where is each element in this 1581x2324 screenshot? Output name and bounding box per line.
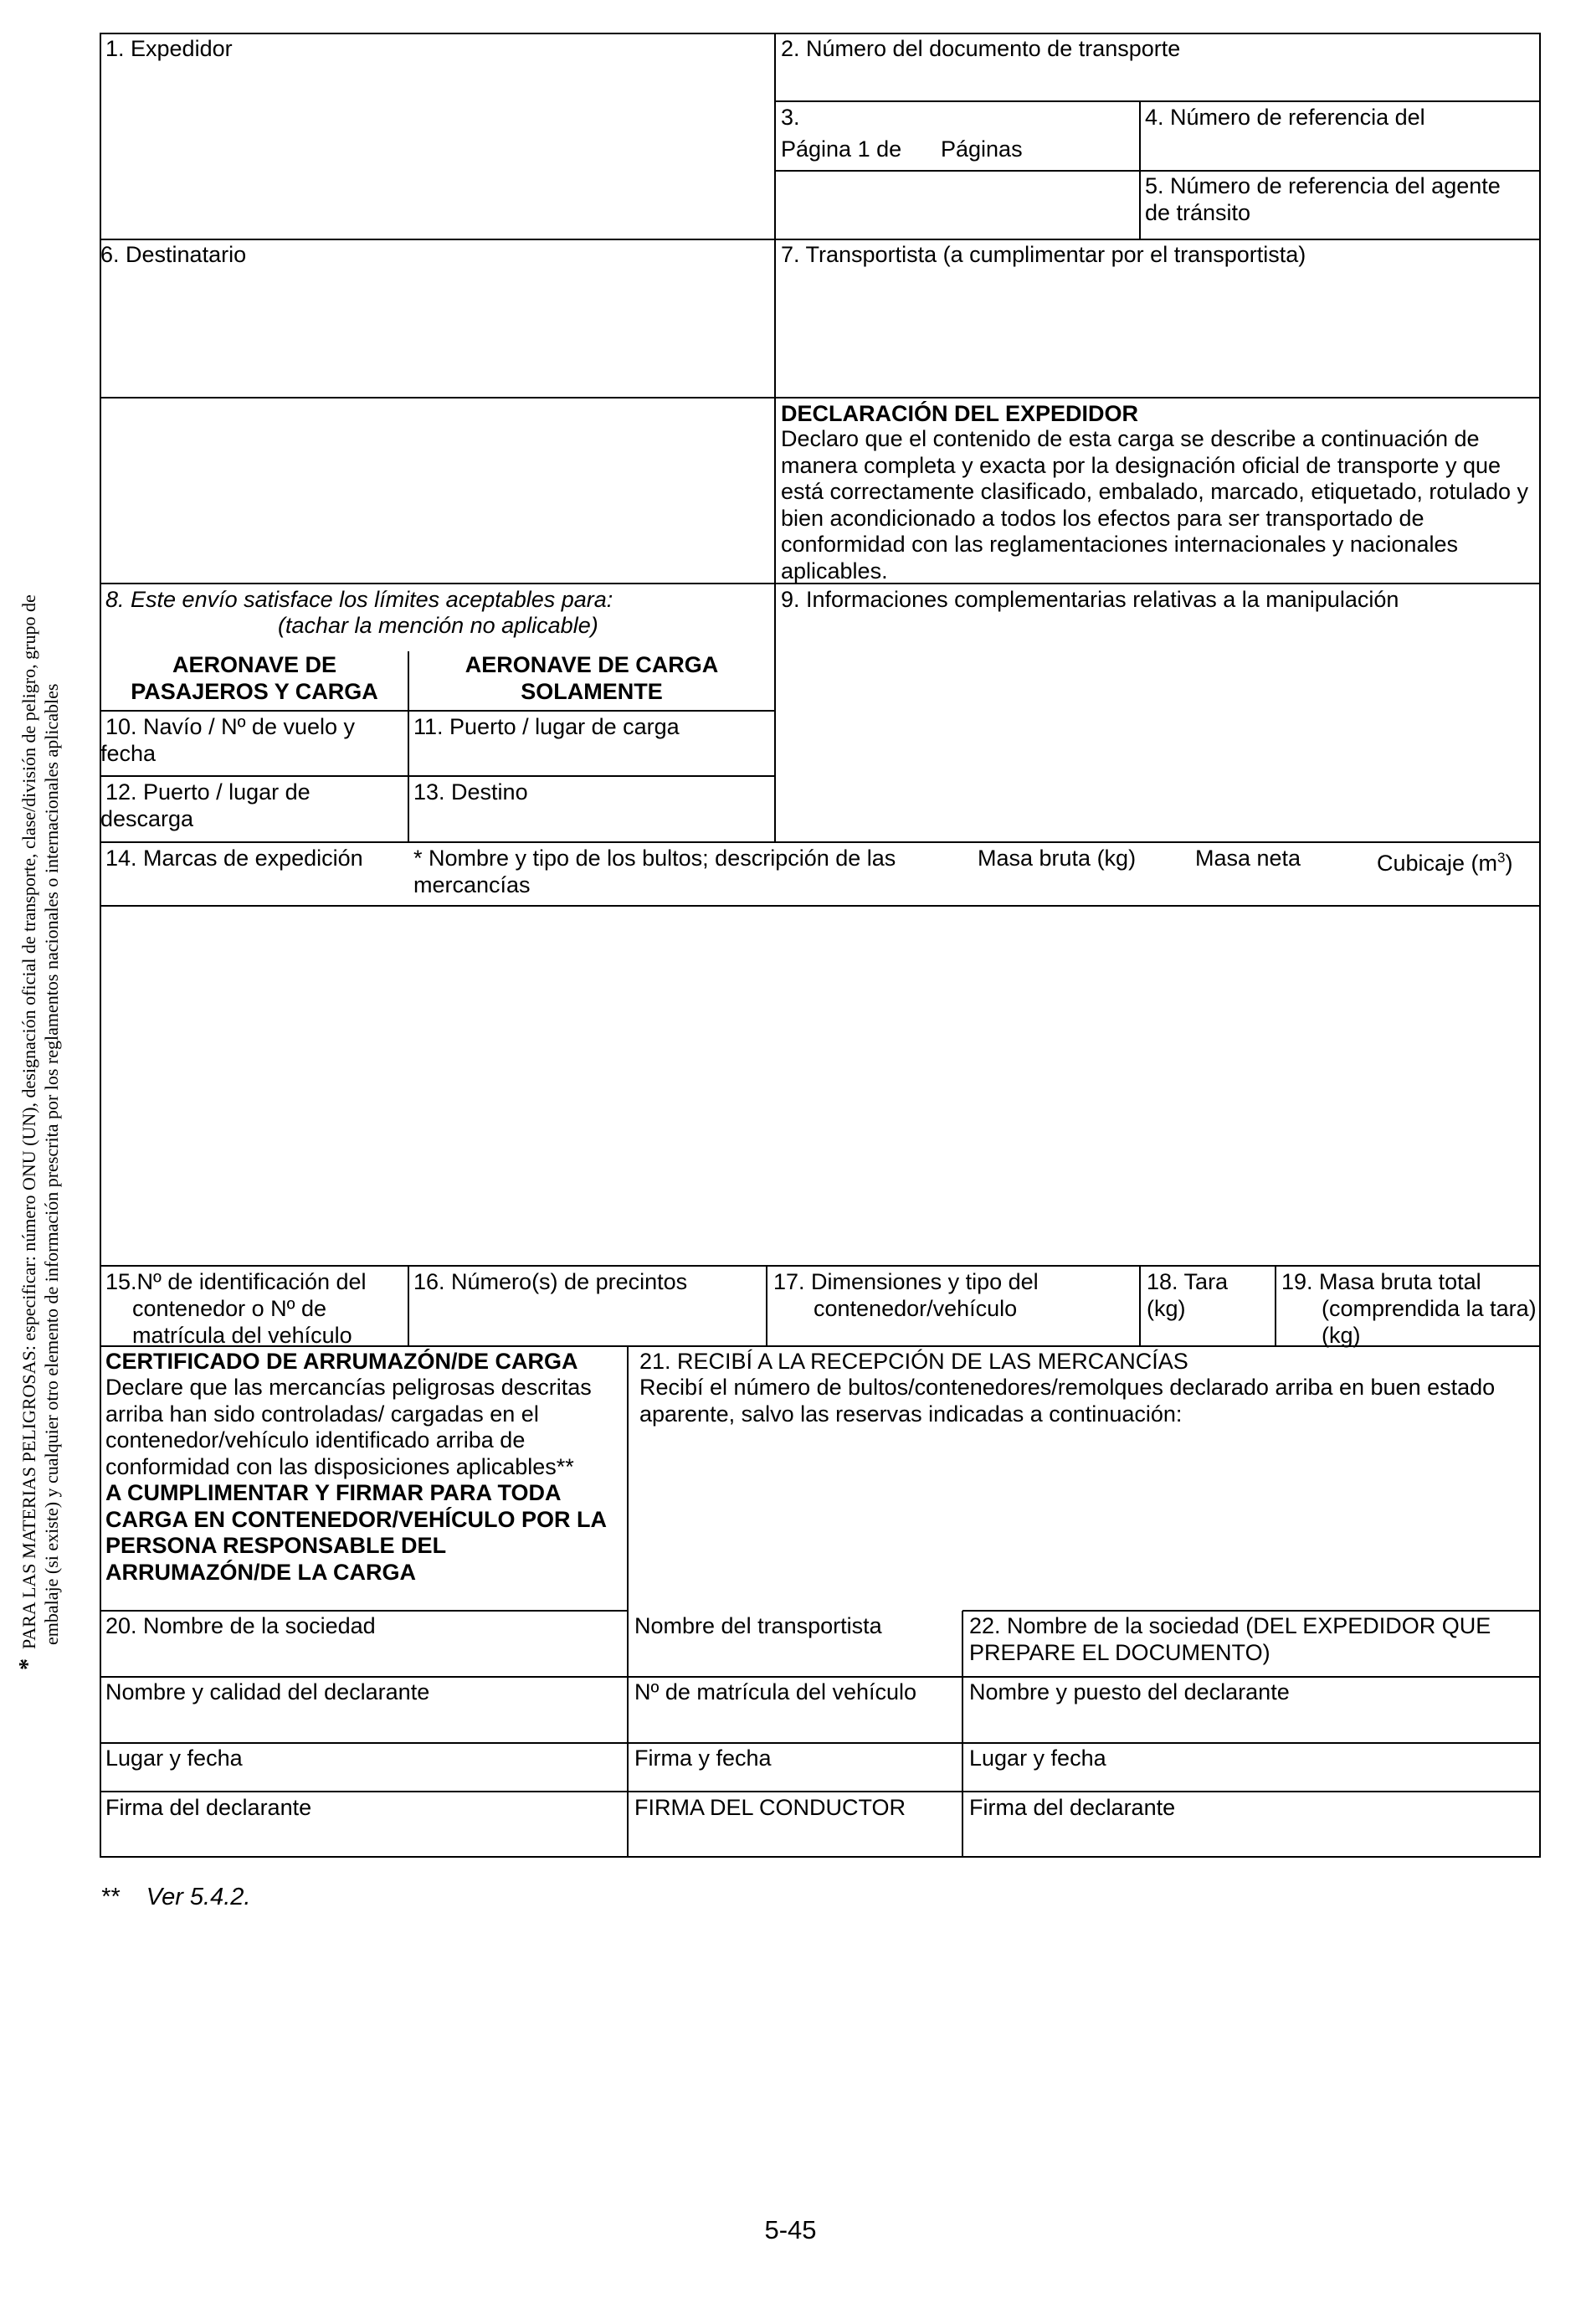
box14-marks: 14. Marcas de expedición <box>105 846 363 871</box>
box11-label: 11. Puerto / lugar de carga <box>413 714 680 739</box>
box19-label: 19. Masa bruta total (comprendida la tara) (kg) <box>1281 1269 1537 1348</box>
declaration-text: Declaro que el contenido de esta carga se describe a continuación de manera completa y exacta por la designación oficial de transporte y que está correctamente clasificado, embalado, marcado, etiquetado, rotulado y bien acondicionado a todos los efectos para ser transportado de conformidad con las reglamentaciones internacionales y nacionales aplicables. <box>781 426 1529 584</box>
box10-label: 10. Navío / Nº de vuelo y fecha <box>100 714 356 766</box>
place-date-left: Lugar y fecha <box>105 1746 243 1771</box>
place-date-right: Lugar y fecha <box>969 1746 1106 1771</box>
box3-page-suffix: Páginas <box>941 136 1023 162</box>
box4-label: 4. Número de referencia del <box>1145 105 1425 130</box>
gross-mass-header: Masa bruta (kg) <box>978 846 1137 871</box>
vehicle-registration: Nº de matrícula del vehículo <box>634 1679 917 1704</box>
declarant-signature-right: Firma del declarante <box>969 1795 1176 1820</box>
side-note-line1: PARA LAS MATERIAS PELIGROSAS: especificar: número ONU (UN), designación oficial de transporte, clase/división de peligro, grupo de <box>18 594 39 1649</box>
declaration-title: DECLARACIÓN DEL EXPEDIDOR <box>781 401 1139 426</box>
box16-label: 16. Número(s) de precintos <box>413 1269 688 1294</box>
declarant-name-position: Nombre y puesto del declarante <box>969 1679 1290 1704</box>
page-number: 5-45 <box>764 2215 817 2244</box>
side-note-star: * <box>15 1658 41 1670</box>
box2-label: 2. Número del documento de transporte <box>781 36 1181 61</box>
box8-line1: 8. Este envío satisface los límites aceptables para: <box>105 587 613 612</box>
box8-line2: (tachar la mención no aplicable) <box>278 613 598 638</box>
box18-label: 18. Tara (kg) <box>1147 1269 1229 1321</box>
box8-passenger-cargo: AERONAVE DE PASAJEROS Y CARGA <box>131 652 378 704</box>
certificate-title: CERTIFICADO DE ARRUMAZÓN/DE CARGA <box>105 1349 578 1374</box>
box8-cargo-only: AERONAVE DE CARGA SOLAMENTE <box>465 652 719 704</box>
net-mass-header: Masa neta <box>1195 846 1301 871</box>
carrier-name: Nombre del transportista <box>634 1613 882 1638</box>
box21-title: 21. RECIBÍ A LA RECEPCIÓN DE LAS MERCANCÍAS <box>639 1349 1188 1374</box>
certificate-text: Declare que las mercancías peligrosas descritas arriba han sido controladas/ cargadas en el contenedor/vehículo identificado arriba de conformidad con las disposiciones aplicables** <box>105 1375 592 1479</box>
box17-label: 17. Dimensiones y tipo del contenedor/vehículo <box>773 1269 1039 1321</box>
goods-description-header: * Nombre y tipo de los bultos; descripción de las mercancías <box>413 846 896 897</box>
box13-label: 13. Destino <box>413 779 528 805</box>
footnote: ** Ver 5.4.2. <box>100 1884 251 1910</box>
declarant-signature-left: Firma del declarante <box>105 1795 312 1820</box>
side-note-line2: embalaje (si existe) y cualquier otro elemento de información prescrita por los reglamentos nacionales o internacionales aplicables <box>41 683 62 1645</box>
box22-company: 22. Nombre de la sociedad (DEL EXPEDIDOR QUE PREPARE EL DOCUMENTO) <box>969 1613 1491 1665</box>
signature-date: Firma y fecha <box>634 1746 772 1771</box>
declarant-name-quality: Nombre y calidad del declarante <box>105 1679 430 1704</box>
box1-label: 1. Expedidor <box>105 36 233 61</box>
driver-signature: FIRMA DEL CONDUCTOR <box>634 1795 906 1820</box>
box15-label: 15.Nº de identificación del contenedor o Nº de matrícula del vehículo <box>105 1269 367 1348</box>
box5-label: 5. Número de referencia del agente de tránsito <box>1145 173 1501 225</box>
volume-header: Cubicaje $(m^3)$ <box>1377 850 1513 876</box>
box3-page-prefix: Página 1 de <box>781 136 902 162</box>
box7-label: 7. Transportista (a cumplimentar por el transportista) <box>781 242 1306 267</box>
certificate-instruction: A CUMPLIMENTAR Y FIRMAR PARA TODA CARGA EN CONTENEDOR/VEHÍCULO POR LA PERSONA RESPONSABLE DEL ARRUMAZÓN/DE LA CARGA <box>105 1480 607 1585</box>
box21-text: Recibí el número de bultos/contenedores/remolques declarado arriba en buen estado aparente, salvo las reservas indicadas a continuación: <box>639 1375 1496 1427</box>
box20-company: 20. Nombre de la sociedad <box>105 1613 376 1638</box>
box9-label: 9. Informaciones complementarias relativas a la manipulación <box>781 587 1399 612</box>
box3-label: 3. <box>781 105 800 130</box>
box12-label: 12. Puerto / lugar de descarga <box>100 779 311 831</box>
box6-label: 6. Destinatario <box>100 242 247 267</box>
